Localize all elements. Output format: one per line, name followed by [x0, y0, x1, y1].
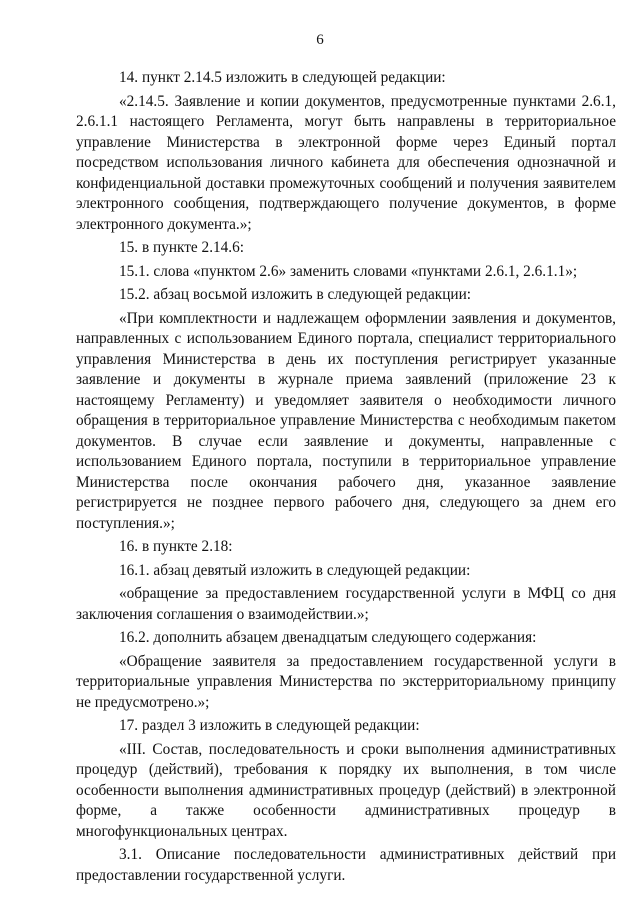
paragraph-item-14: 14. пункт 2.14.5 изложить в следующей редакции: [119, 69, 446, 86]
paragraph-item-3-1: 3.1. Описание последовательности административных действий при предоставлении государственной услуги. [76, 846, 616, 884]
paragraph-quote-2-14-5: «2.14.5. Заявление и копии документов, предусмотренные пунктами 2.6.1, 2.6.1.1 настоящего Регламента, могут быть направлены в территориальное управление Министерства в электронной форме через Единый портал посредством использования личного кабинета для обеспечения однозначной и конфиденциальной доставки промежуточных сообщений и получения заявителем электронного сообщения, подтверждающего получение документов, в форме электронного документа.»; [76, 92, 616, 233]
paragraph-item-16-1: 16.1. абзац девятый изложить в следующей редакции: [119, 561, 471, 579]
paragraph-quote-extraterritorial: «Обращение заявителя за предоставлением государственной услуги в территориальные управления Министерства по экстерриториальному принципу не предусмотрено.»; [76, 652, 616, 711]
paragraph-item-16-2: 16.2. дополнить абзацем двенадцатым следующего содержания: [119, 629, 537, 646]
paragraph-quote-section-3: «III. Состав, последовательность и сроки выполнения административных процедур (действий), требования к порядку их выполнения, в том числе особенности выполнения административных процедур (действий) в электронной форме, а также особенности административных процедур в многофункциональных центрах. [76, 740, 616, 840]
paragraph-quote-mfc: «обращение за предоставлением государственной услуги в МФЦ со дня заключения соглашения о взаимодействии.»; [76, 585, 616, 623]
paragraph-quote-completeness: «При комплектности и надлежащем оформлении заявления и документов, направленных с использованием Единого портала, специалист территориального управления Министерства в день их поступления регистрирует указанные заявление и документы в журнале приема заявлений (приложение 23 к настоящему Регламенту) и уведомляет заявителя о необходимости личного обращения в территориальное управление Министерства с необходимым пакетом документов. В случае если заявление и документы, направленные с использованием Единого портала, поступили в территориальное управление Министерства после окончания рабочего дня, указанное заявление регистрируется не позднее первого рабочего дня, следующего за днем его поступления.»; [76, 309, 616, 532]
paragraph-item-15: 15. в пункте 2.14.6: [119, 239, 245, 256]
paragraph-item-15-2: 15.2. абзац восьмой изложить в следующей редакции: [119, 286, 471, 303]
paragraph-item-17: 17. раздел 3 изложить в следующей редакции: [119, 717, 420, 734]
page-number: 6 [316, 32, 324, 48]
document-body [76, 68, 616, 886]
paragraph-item-16: 16. в пункте 2.18: [119, 538, 233, 555]
paragraph-item-15-1: 15.1. слова «пунктом 2.6» заменить словами «пунктами 2.6.1, 2.6.1.1»; [119, 262, 578, 280]
